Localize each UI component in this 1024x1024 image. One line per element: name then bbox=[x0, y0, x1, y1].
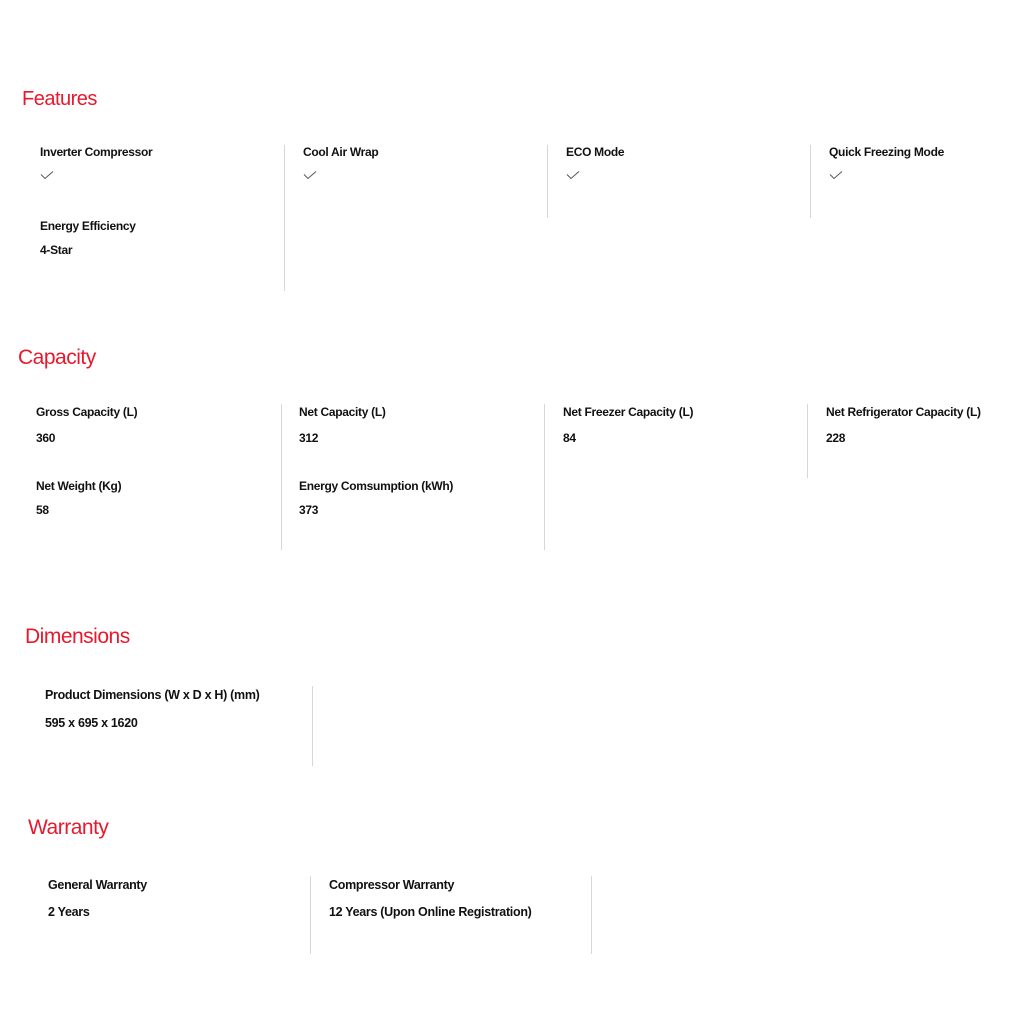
spec-label: Product Dimensions (W x D x H) (mm) bbox=[45, 688, 260, 702]
warranty-divider-2 bbox=[591, 876, 592, 954]
spec-label: Cool Air Wrap bbox=[303, 145, 379, 159]
spec-label: Quick Freezing Mode bbox=[829, 145, 944, 159]
spec-label: Gross Capacity (L) bbox=[36, 405, 138, 419]
spec-value: 12 Years (Upon Online Registration) bbox=[329, 904, 532, 919]
spec-label: Energy Comsumption (kWh) bbox=[299, 479, 454, 493]
spec-eco-mode bbox=[566, 146, 624, 180]
capacity-divider-3 bbox=[807, 404, 808, 478]
spec-label: Compressor Warranty bbox=[329, 878, 455, 892]
features-divider-3 bbox=[810, 145, 811, 218]
spec-label: Net Weight (Kg) bbox=[36, 479, 122, 493]
checkmark-icon bbox=[40, 170, 54, 180]
spec-value: 312 bbox=[299, 431, 319, 445]
warranty-heading: Warranty bbox=[28, 816, 109, 839]
capacity-divider-1 bbox=[281, 404, 282, 550]
checkmark-icon bbox=[829, 170, 843, 180]
features-divider-2 bbox=[547, 145, 548, 218]
spec-label: Inverter Compressor bbox=[40, 145, 153, 159]
spec-label: Energy Efficiency bbox=[40, 219, 136, 233]
spec-value: 595 x 695 x 1620 bbox=[45, 715, 138, 730]
spec-net-weight bbox=[36, 480, 121, 516]
capacity-divider-2 bbox=[544, 404, 545, 550]
spec-label: ECO Mode bbox=[566, 145, 625, 159]
spec-product-dimensions bbox=[45, 689, 260, 729]
spec-value: 360 bbox=[36, 431, 56, 445]
spec-gross-capacity bbox=[36, 406, 137, 444]
spec-net-refrigerator-capacity bbox=[826, 406, 981, 444]
dimensions-divider-1 bbox=[312, 686, 313, 766]
checkmark-icon bbox=[303, 170, 317, 180]
spec-value: 4-Star bbox=[40, 243, 73, 257]
spec-net-freezer-capacity bbox=[563, 406, 693, 444]
capacity-heading: Capacity bbox=[18, 346, 96, 369]
spec-energy-efficiency bbox=[40, 220, 136, 256]
spec-value: 58 bbox=[36, 503, 49, 517]
spec-label: General Warranty bbox=[48, 878, 147, 892]
spec-quick-freezing-mode bbox=[829, 146, 944, 180]
spec-value: 2 Years bbox=[48, 904, 90, 919]
spec-cool-air-wrap bbox=[303, 146, 378, 180]
spec-label: Net Capacity (L) bbox=[299, 405, 386, 419]
spec-inverter-compressor bbox=[40, 146, 152, 180]
dimensions-heading: Dimensions bbox=[25, 625, 130, 648]
features-divider-1 bbox=[284, 145, 285, 291]
spec-value: 373 bbox=[299, 503, 319, 517]
checkmark-icon bbox=[566, 170, 580, 180]
spec-general-warranty bbox=[48, 879, 147, 918]
features-heading: Features bbox=[22, 88, 97, 110]
spec-label: Net Refrigerator Capacity (L) bbox=[826, 405, 981, 419]
spec-energy-consumption bbox=[299, 480, 453, 516]
spec-value: 84 bbox=[563, 431, 576, 445]
spec-net-capacity bbox=[299, 406, 386, 444]
spec-value: 228 bbox=[826, 431, 846, 445]
spec-label: Net Freezer Capacity (L) bbox=[563, 405, 694, 419]
warranty-divider-1 bbox=[310, 876, 311, 954]
spec-compressor-warranty bbox=[329, 879, 532, 918]
